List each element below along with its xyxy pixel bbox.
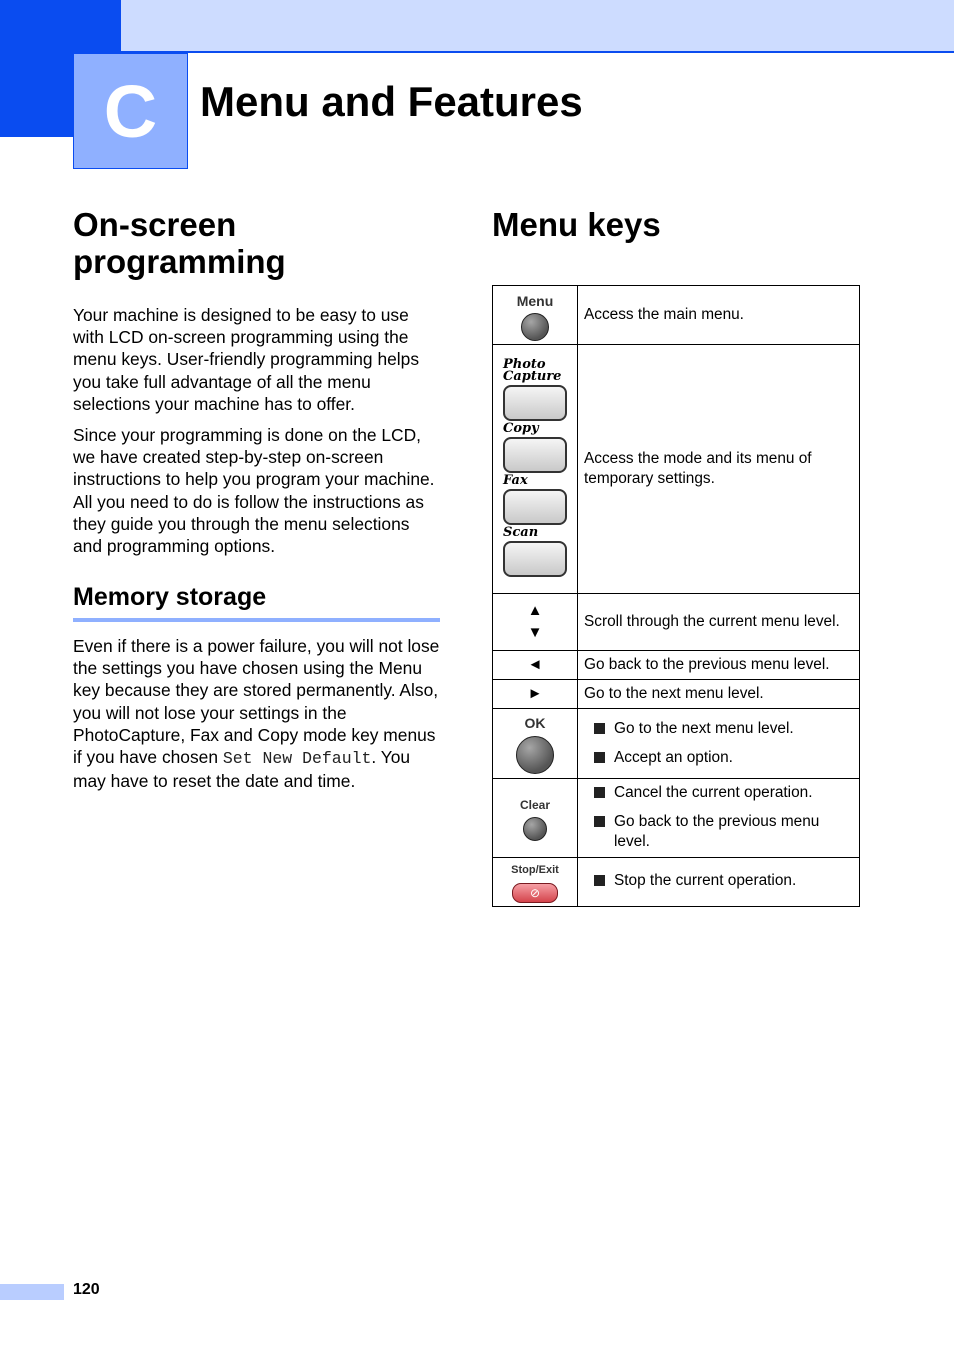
page-number: 120 bbox=[73, 1281, 100, 1298]
menu-key-cell bbox=[493, 286, 578, 345]
menu-button-icon bbox=[521, 313, 549, 341]
memory-text-start: Even if there is a power failure, you will not lose the settings you have chosen using the Menu key because they are stored permanently. Also, you will not lose your settings in the PhotoCapture, Fax and Copy mode key menus if you have chosen bbox=[73, 636, 440, 768]
table-row bbox=[493, 857, 860, 906]
menu-key-label: Menu bbox=[516, 292, 554, 309]
clear-key-cell bbox=[493, 779, 578, 858]
right-key-cell bbox=[493, 680, 578, 709]
list-item bbox=[584, 808, 853, 857]
ok-key-description bbox=[578, 709, 860, 779]
list-item bbox=[584, 715, 853, 744]
list-item bbox=[584, 744, 853, 773]
clear-key-description bbox=[578, 779, 860, 858]
table-row bbox=[493, 709, 860, 779]
table-row bbox=[493, 594, 860, 651]
copy-icon bbox=[503, 437, 567, 473]
fax-label: Fax bbox=[503, 473, 528, 488]
menu-keys-table bbox=[492, 285, 860, 907]
bullet-text: Go to the next menu level. bbox=[614, 720, 794, 737]
bullet-text: Go back to the previous menu level. bbox=[614, 812, 820, 850]
bullet-icon bbox=[594, 875, 605, 886]
bullet-text: Accept an option. bbox=[614, 748, 733, 766]
intro-paragraph: Your machine is designed to be easy to use with LCD on-screen programming using the menu keys. User-friendly programming helps you take full advantage of all the menu selections your machine has to offer. bbox=[73, 305, 420, 414]
memory-text-end: . You may have to reset the date and time. bbox=[73, 747, 411, 792]
scan-label: Scan bbox=[503, 525, 539, 540]
mode-keys-description: Access the mode and its menu of temporary settings. bbox=[578, 345, 860, 594]
table-row bbox=[493, 286, 860, 345]
chapter-title: Menu and Features bbox=[200, 78, 583, 125]
stop-exit-button-icon: ⊘ bbox=[512, 883, 558, 903]
ok-key-label: OK bbox=[524, 715, 546, 732]
down-arrow-icon: ▼ bbox=[527, 624, 543, 641]
memory-storage-heading: Memory storage bbox=[73, 583, 267, 611]
scan-icon bbox=[503, 541, 567, 577]
stop-exit-key-label: Stop/Exit bbox=[511, 864, 559, 877]
bullet-text: Stop the current operation. bbox=[614, 872, 797, 890]
bullet-icon bbox=[594, 723, 605, 734]
left-key-cell bbox=[493, 651, 578, 680]
left-arrow-icon: ◄ bbox=[527, 656, 543, 673]
photo-capture-label: Photo Capture bbox=[503, 357, 562, 384]
header-band bbox=[0, 0, 954, 53]
memory-storage-paragraph bbox=[73, 635, 443, 792]
menu-keys-heading: Menu keys bbox=[492, 206, 661, 243]
bullet-text: Cancel the current operation. bbox=[614, 784, 813, 801]
bullet-icon bbox=[594, 752, 605, 763]
ok-key-cell bbox=[493, 709, 578, 779]
list-item bbox=[584, 867, 853, 896]
chapter-letter: C bbox=[103, 69, 158, 153]
copy-label: Copy bbox=[503, 421, 539, 436]
right-key-description: Go to the next menu level. bbox=[578, 680, 860, 709]
table-row bbox=[493, 680, 860, 709]
scroll-keys-description: Scroll through the current menu level. bbox=[578, 594, 860, 651]
memory-storage-rule bbox=[73, 618, 440, 622]
menu-key-description: Access the main menu. bbox=[578, 286, 860, 345]
table-row bbox=[493, 345, 860, 594]
bullet-icon bbox=[594, 816, 605, 827]
stop-exit-key-description bbox=[578, 857, 860, 906]
stop-exit-key-cell bbox=[493, 857, 578, 906]
scroll-keys-cell bbox=[493, 594, 578, 651]
up-arrow-icon: ▲ bbox=[527, 602, 543, 619]
clear-button-icon bbox=[523, 817, 547, 841]
right-arrow-icon: ► bbox=[527, 685, 543, 702]
bullet-icon bbox=[594, 787, 605, 798]
instructions-paragraph: Since your programming is done on the LCD, we have created step-by-step on-screen instructions to help you program your machine. All you need to do is follow the instructions as they guide you through the menu selections and programming options. bbox=[73, 425, 435, 557]
fax-icon bbox=[503, 489, 567, 525]
table-row bbox=[493, 651, 860, 680]
table-row bbox=[493, 779, 860, 858]
on-screen-programming-heading: On-screen programming bbox=[73, 206, 286, 280]
ok-button-icon bbox=[516, 736, 554, 774]
set-new-default-code: Set New Default bbox=[222, 749, 372, 769]
mode-keys-cell bbox=[493, 345, 578, 594]
chapter-letter-box bbox=[73, 53, 188, 169]
left-key-description: Go back to the previous menu level. bbox=[578, 651, 860, 680]
clear-key-label: Clear bbox=[519, 797, 551, 812]
header-rule bbox=[121, 51, 954, 53]
list-item bbox=[584, 779, 853, 808]
footer-accent-bar bbox=[0, 1284, 64, 1300]
photo-capture-icon bbox=[503, 385, 567, 421]
